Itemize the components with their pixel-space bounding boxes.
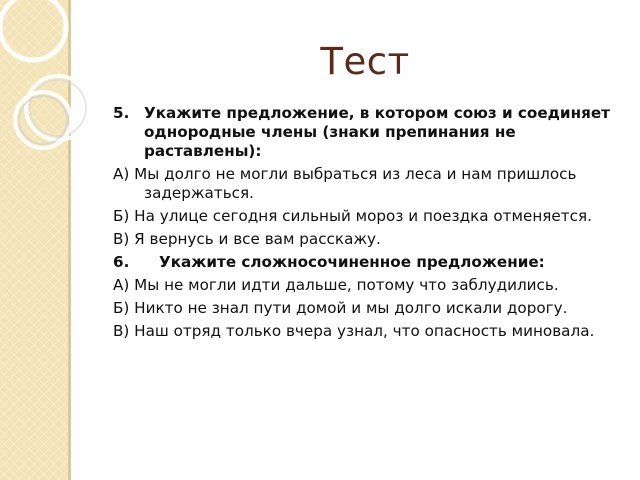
test-content xyxy=(113,104,628,345)
question-5 xyxy=(113,104,628,161)
question-6-option-b: Б) Никто не знал пути домой и мы долго искали дорогу. xyxy=(113,299,568,317)
question-6-option-c: В) Наш отряд только вчера узнал, что опасность миновала. xyxy=(113,322,595,340)
decorative-circles xyxy=(0,0,120,200)
question-6-text: Укажите сложносочиненное предложение: xyxy=(159,253,545,271)
question-5-option-c: В) Я вернусь и все вам расскажу. xyxy=(113,230,381,248)
slide-title: Тест xyxy=(320,40,410,83)
question-6-option-a: А) Мы не могли идти дальше, потому что заблудились. xyxy=(113,276,559,294)
question-5-option-a: А) Мы долго не могли выбраться из леса и нам пришлось задержаться. xyxy=(113,165,577,202)
question-5-number: 5. xyxy=(113,104,130,122)
question-6-number: 6. xyxy=(113,253,130,271)
question-6 xyxy=(113,253,628,272)
question-5-text: Укажите предложение, в котором союз и соединяет однородные члены (знаки препинания не раставлены): xyxy=(144,104,610,160)
question-5-option-b: Б) На улице сегодня сильный мороз и поездка отменяется. xyxy=(113,207,592,225)
